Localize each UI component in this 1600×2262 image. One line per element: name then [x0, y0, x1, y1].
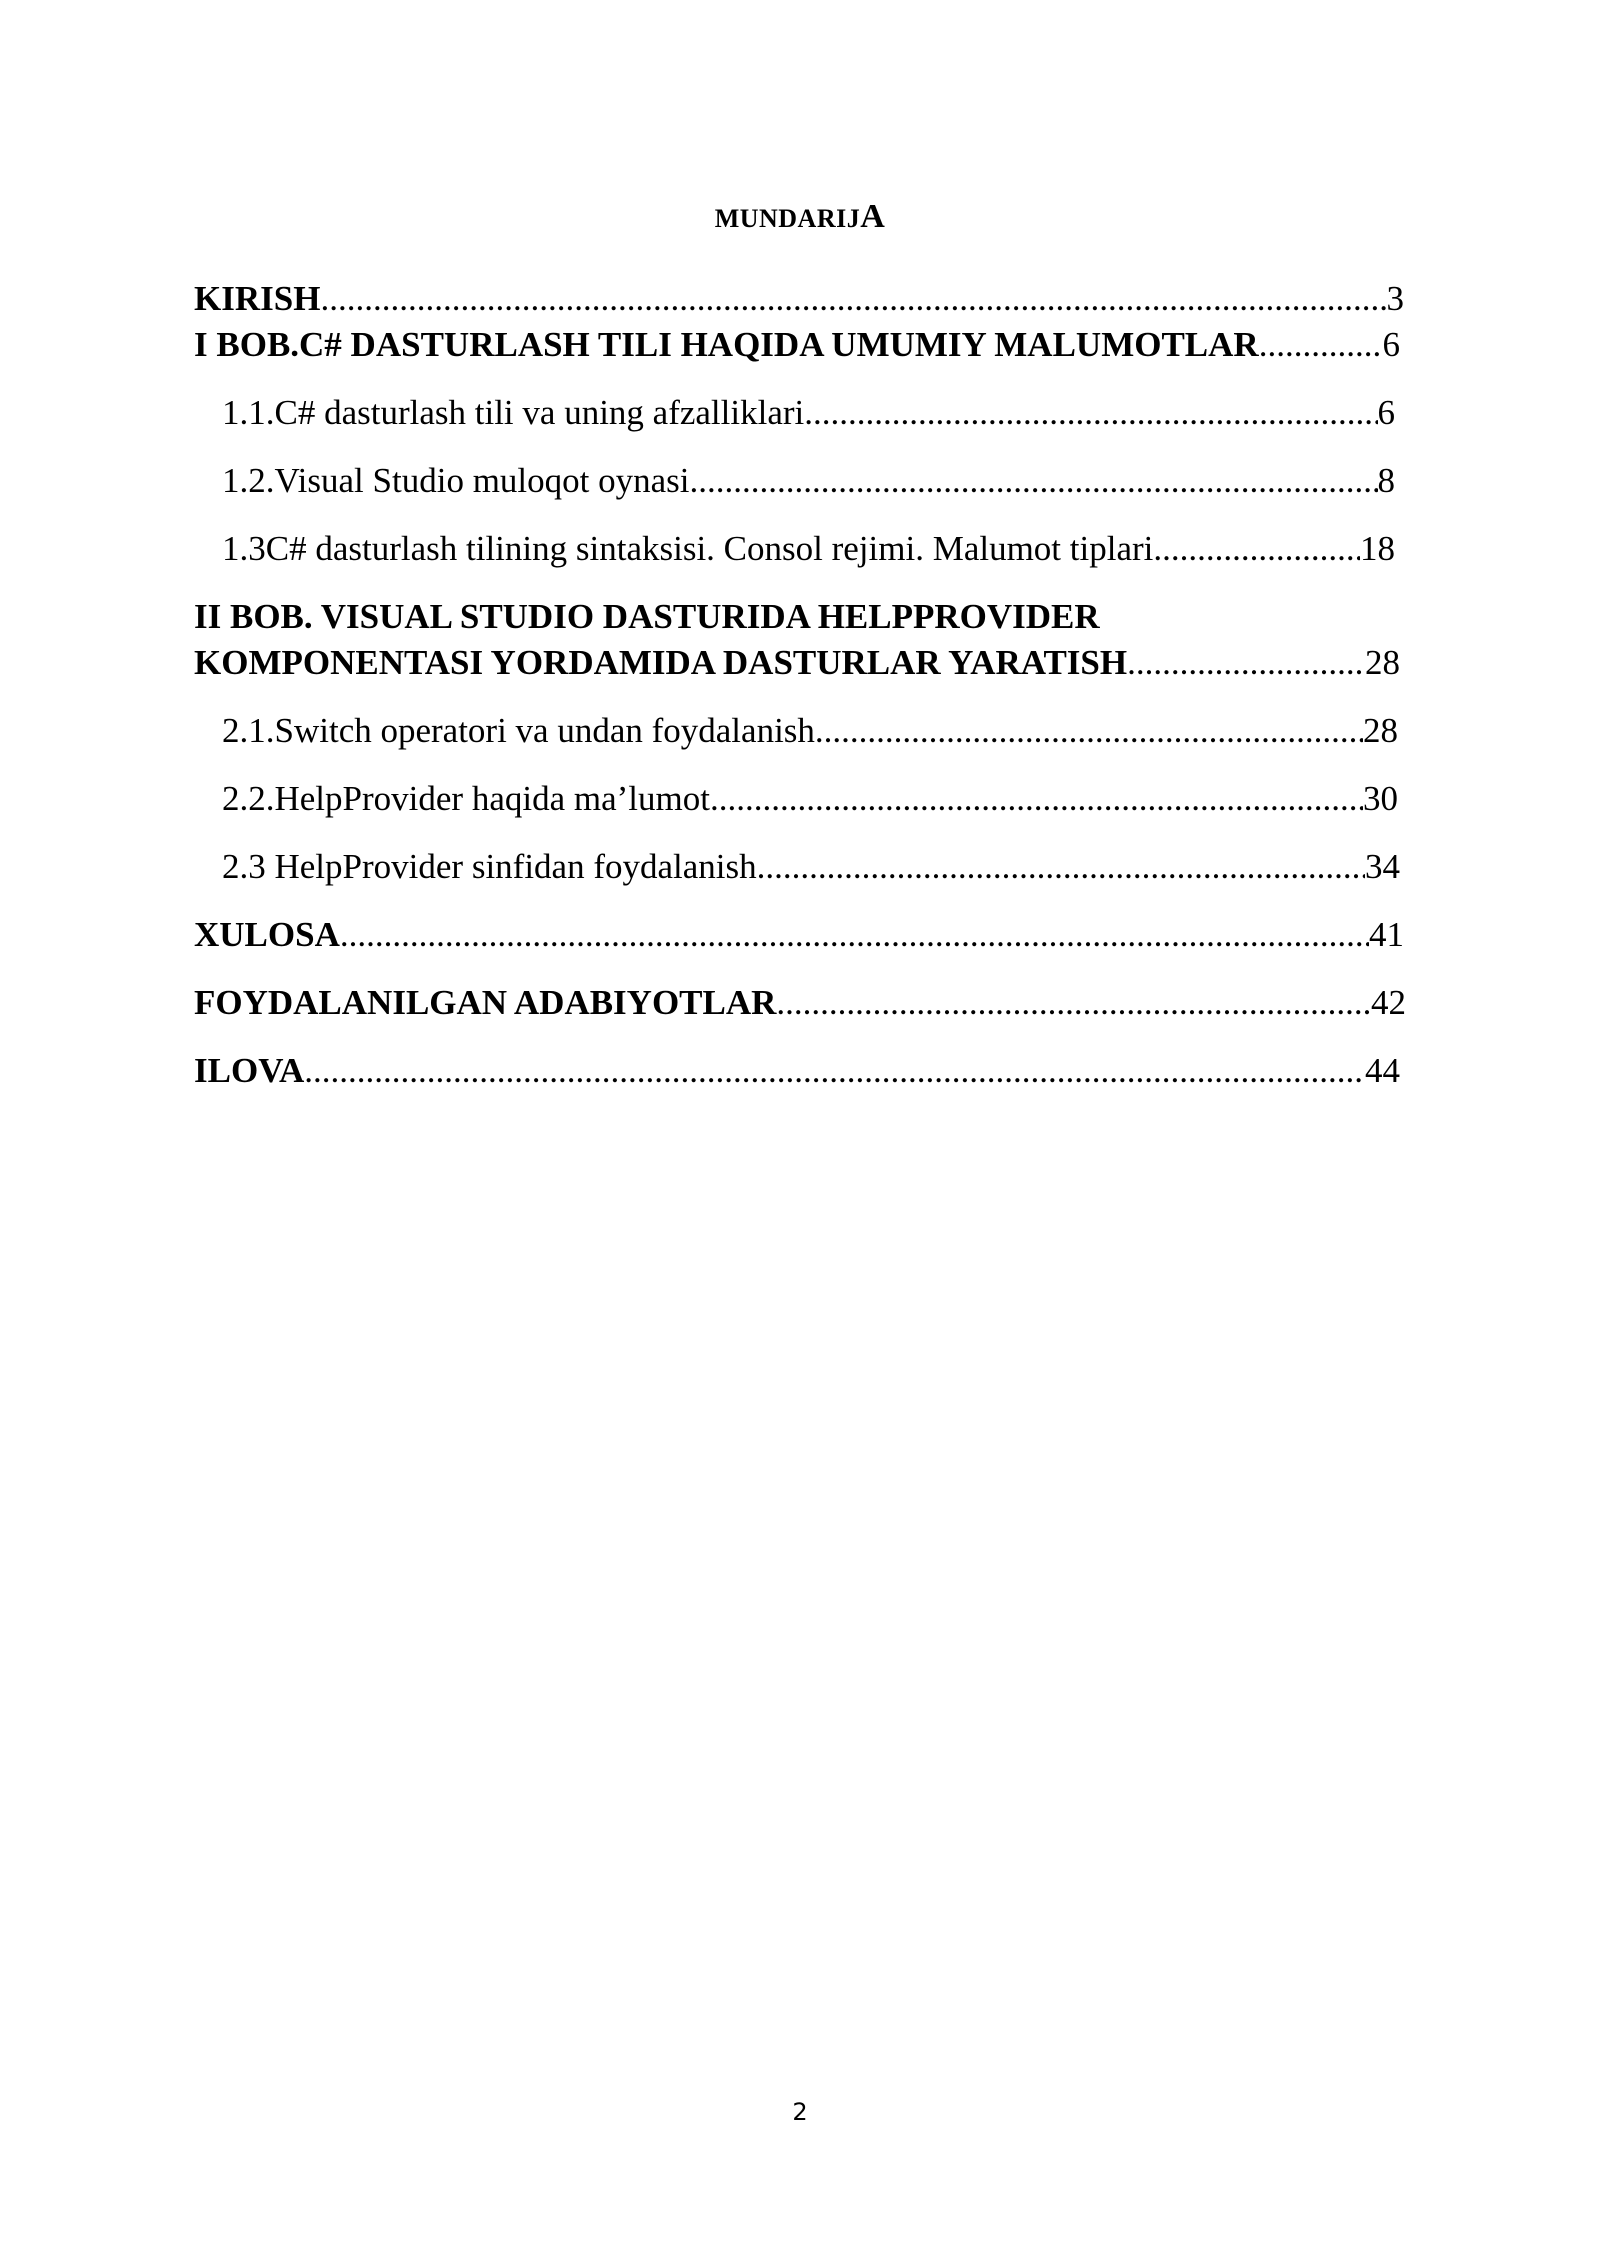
toc-entry-page: 28 — [1365, 643, 1400, 682]
toc-entry-ilova — [194, 1048, 1400, 1094]
toc-entry-2-3 — [222, 844, 1400, 890]
toc-dot-leader — [1153, 526, 1360, 572]
toc-dot-leader — [1259, 322, 1383, 368]
toc-entry-page: 6 — [1377, 393, 1395, 432]
toc-entry-label: 2.2.HelpProvider haqida ma’lumot — [222, 779, 710, 818]
toc-entry-label: 1.3C# dasturlash tilining sintaksisi. Consol rejimi. Malumot tiplari — [222, 529, 1154, 568]
toc-entry-chapter-1 — [194, 322, 1400, 368]
toc-entry-adabiyotlar — [194, 980, 1406, 1026]
page-title-last-letter: A — [860, 198, 886, 235]
toc-entry-page: 44 — [1365, 1051, 1400, 1090]
toc-dot-leader — [776, 980, 1371, 1026]
toc-dot-leader — [804, 390, 1377, 436]
toc-entry-page: 34 — [1365, 847, 1400, 886]
toc-entry-1-2 — [222, 458, 1395, 504]
toc-entry-xulosa — [194, 912, 1404, 958]
toc-entry-1-3 — [222, 526, 1395, 572]
toc-entry-label: 1.2.Visual Studio muloqot oynasi — [222, 461, 690, 500]
toc-entry-label: 1.1.C# dasturlash tili va uning afzalliklari — [222, 393, 805, 432]
page-number: 2 — [792, 2098, 808, 2126]
toc-entry-page: 18 — [1360, 529, 1395, 568]
toc-entry-page: 42 — [1371, 983, 1406, 1022]
toc-dot-leader — [1127, 640, 1365, 686]
toc-dot-leader — [320, 276, 1386, 322]
toc-entry-page: 3 — [1386, 279, 1404, 318]
toc-entry-label: ILOVA — [194, 1051, 305, 1090]
toc-entry-page: 41 — [1369, 915, 1404, 954]
toc-entry-label: KOMPONENTASI YORDAMIDA DASTURLAR YARATISH — [194, 643, 1128, 682]
toc-entry-page: 30 — [1363, 779, 1398, 818]
toc-entry-2-1 — [222, 708, 1398, 754]
toc-entry-chapter-2 — [194, 640, 1400, 686]
toc-entry-page: 8 — [1377, 461, 1395, 500]
toc-dot-leader — [710, 776, 1363, 822]
page-title-text: MUNDARIJ — [714, 204, 861, 233]
page-title — [0, 198, 1600, 236]
toc-entry-label: KIRISH — [194, 279, 321, 318]
toc-entry-kirish — [194, 276, 1404, 322]
toc-entry-label: 2.1.Switch operatori va undan foydalanish — [222, 711, 815, 750]
toc-entry-2-2 — [222, 776, 1398, 822]
toc-entry-label: FOYDALANILGAN ADABIYOTLAR — [194, 983, 777, 1022]
toc-dot-leader — [304, 1048, 1365, 1094]
toc-entry-page: 6 — [1382, 325, 1400, 364]
toc-dot-leader — [690, 458, 1378, 504]
toc-entry-chapter-2-line1: II BOB. VISUAL STUDIO DASTURIDA HELPPROVIDER — [194, 597, 1100, 636]
toc-entry-label: XULOSA — [194, 915, 340, 954]
toc-dot-leader — [757, 844, 1365, 890]
toc-entry-label: I BOB.C# DASTURLASH TILI HAQIDA UMUMIY MALUMOTLAR — [194, 325, 1259, 364]
toc-dot-leader — [340, 912, 1369, 958]
toc-entry-1-1 — [222, 390, 1395, 436]
toc-dot-leader — [815, 708, 1363, 754]
toc-entry-page: 28 — [1363, 711, 1398, 750]
toc-entry-label: 2.3 HelpProvider sinfidan foydalanish — [222, 847, 757, 886]
